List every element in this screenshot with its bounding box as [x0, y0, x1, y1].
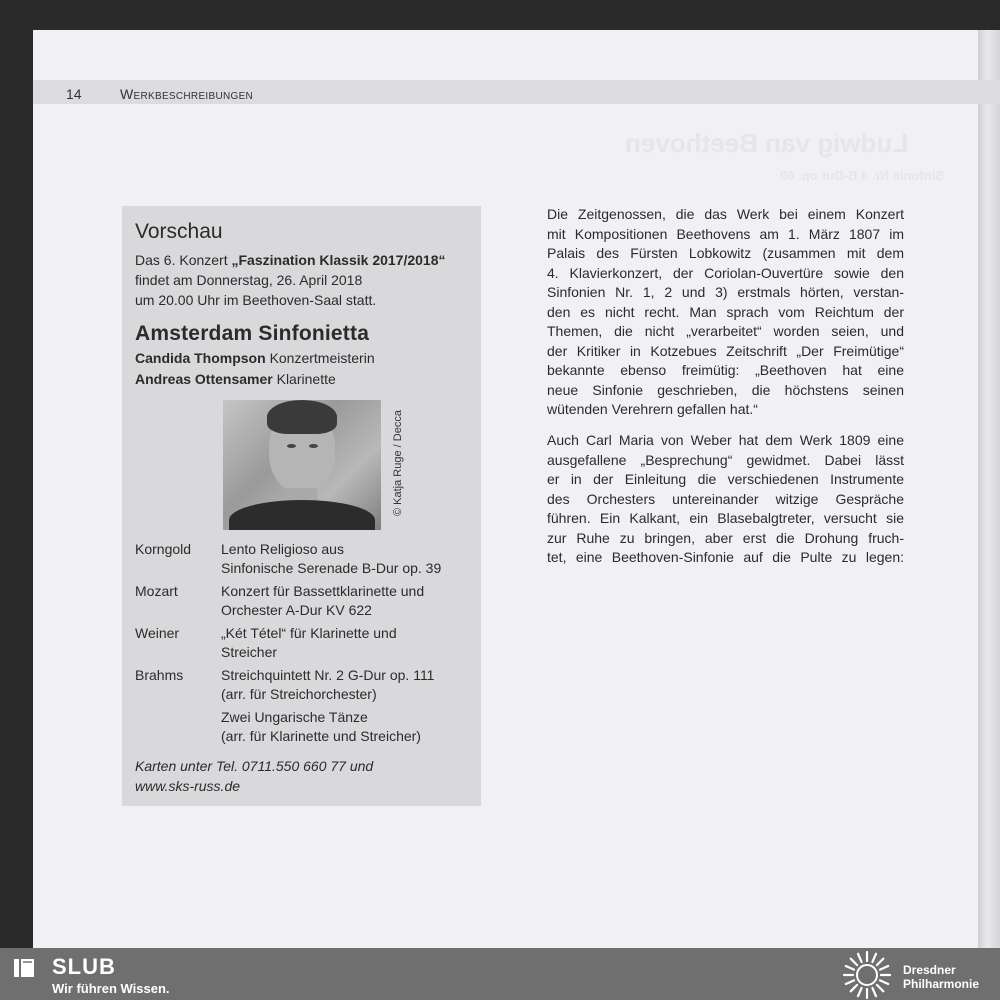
- preview-heading: Vorschau: [135, 220, 223, 243]
- show-through-subtitle: Sinfonie Nr. 4 B-Dur op. 60: [780, 168, 944, 183]
- artist-line: [135, 371, 336, 387]
- footer-bar: [0, 948, 1000, 1000]
- dresdner-philharmonie-name: Dresdner Philharmonie: [903, 963, 980, 991]
- show-through-title: Ludwig van Beethoven: [625, 128, 909, 158]
- slub-logo-icon: [12, 956, 36, 980]
- photo-credit: © Katja Ruge / Decca: [392, 410, 404, 516]
- preview-intro: [135, 250, 480, 310]
- composer: Mozart: [135, 583, 178, 599]
- artist-role: Klarinette: [276, 371, 336, 387]
- work-title: Lento Religioso aus Sinfonische Serenade B-Dur op. 39: [221, 541, 442, 576]
- intro-date: findet am Donnerstag, 26. April 2018: [135, 272, 363, 288]
- artist-name: Andreas Ottensamer: [135, 371, 273, 387]
- body-paragraph-2: Auch Carl Maria von Weber hat dem Werk 1809 eine ausgefallene „Besprechung“ gewidmet. Dabei lässt er in der Einleitung die verschiedenen Instrumente des Orchesters untereinander witzige Gespräche führen. Ein Kalkant, ein Blasebalgtreter, versucht sie zur Ruhe zu bringen, aber erst die Drohung fruch- tet, eine Beethoven-Sinfonie auf die Pulte zu legen:: [547, 432, 904, 565]
- composer: Brahms: [135, 667, 184, 683]
- ticket-info: Karten unter Tel. 0711.550 660 77 und www.sks-russ.de: [135, 758, 374, 794]
- artist-role: Konzertmeisterin: [269, 350, 375, 366]
- intro-concert-title: „Faszination Klassik 2017/2018“: [231, 252, 446, 268]
- ticket-website: www.sks-russ.de: [135, 778, 241, 794]
- work-title: Streichquintett Nr. 2 G-Dur op. 111 (arr. für Streichorchester): [221, 667, 435, 702]
- work-title: „Két Tétel“ für Klarinette und Streicher: [221, 625, 397, 660]
- work-title: Konzert für Bassettklarinette und Orchester A-Dur KV 622: [221, 583, 425, 618]
- composer: Korngold: [135, 541, 192, 557]
- preview-box: [122, 206, 481, 806]
- page-number: 14: [66, 86, 82, 102]
- page-edge: [978, 30, 1000, 948]
- artist-photo: [223, 400, 381, 530]
- intro-prefix: Das 6. Konzert: [135, 252, 232, 268]
- slub-tagline: Wir führen Wissen.: [52, 981, 170, 996]
- work-title: Zwei Ungarische Tänze (arr. für Klarinette und Streicher): [221, 709, 421, 744]
- section-title: Werkbeschreibungen: [120, 86, 254, 102]
- orchestra-name: Amsterdam Sinfonietta: [135, 322, 370, 345]
- intro-time-venue: um 20.00 Uhr im Beethoven-Saal statt.: [135, 292, 377, 308]
- composer: Weiner: [135, 625, 180, 641]
- body-paragraph-1: Die Zeitgenossen, die das Werk bei einem Konzert mit Kompositionen Beethovens am 1. März 1807 im Palais des Fürsten Lobkowitz (zusammen mit dem 4. Klavierkonzert, der Coriolan-Ouvertüre sowie den Sinfonien Nr. 1, 2 und 3) erstmals hörten, verstan- den es nicht recht. Man sprach vom Reichtum der Themen, die nicht „verarbeitet“ worden seien, und der Kritiker in Kotzebues Zeitschrift „Der Freimütige“ bekannte ebenso freimütig: „Beethoven hat eine neue Sinfonie geschrieben, die höchstens seinen wütenden Verehrern gefallen hat.“: [547, 206, 904, 417]
- slub-name: SLUB: [52, 954, 116, 979]
- artist-name: Candida Thompson: [135, 350, 266, 366]
- dresdner-philharmonie-logo-icon: [842, 950, 892, 1000]
- artist-line: [135, 350, 375, 366]
